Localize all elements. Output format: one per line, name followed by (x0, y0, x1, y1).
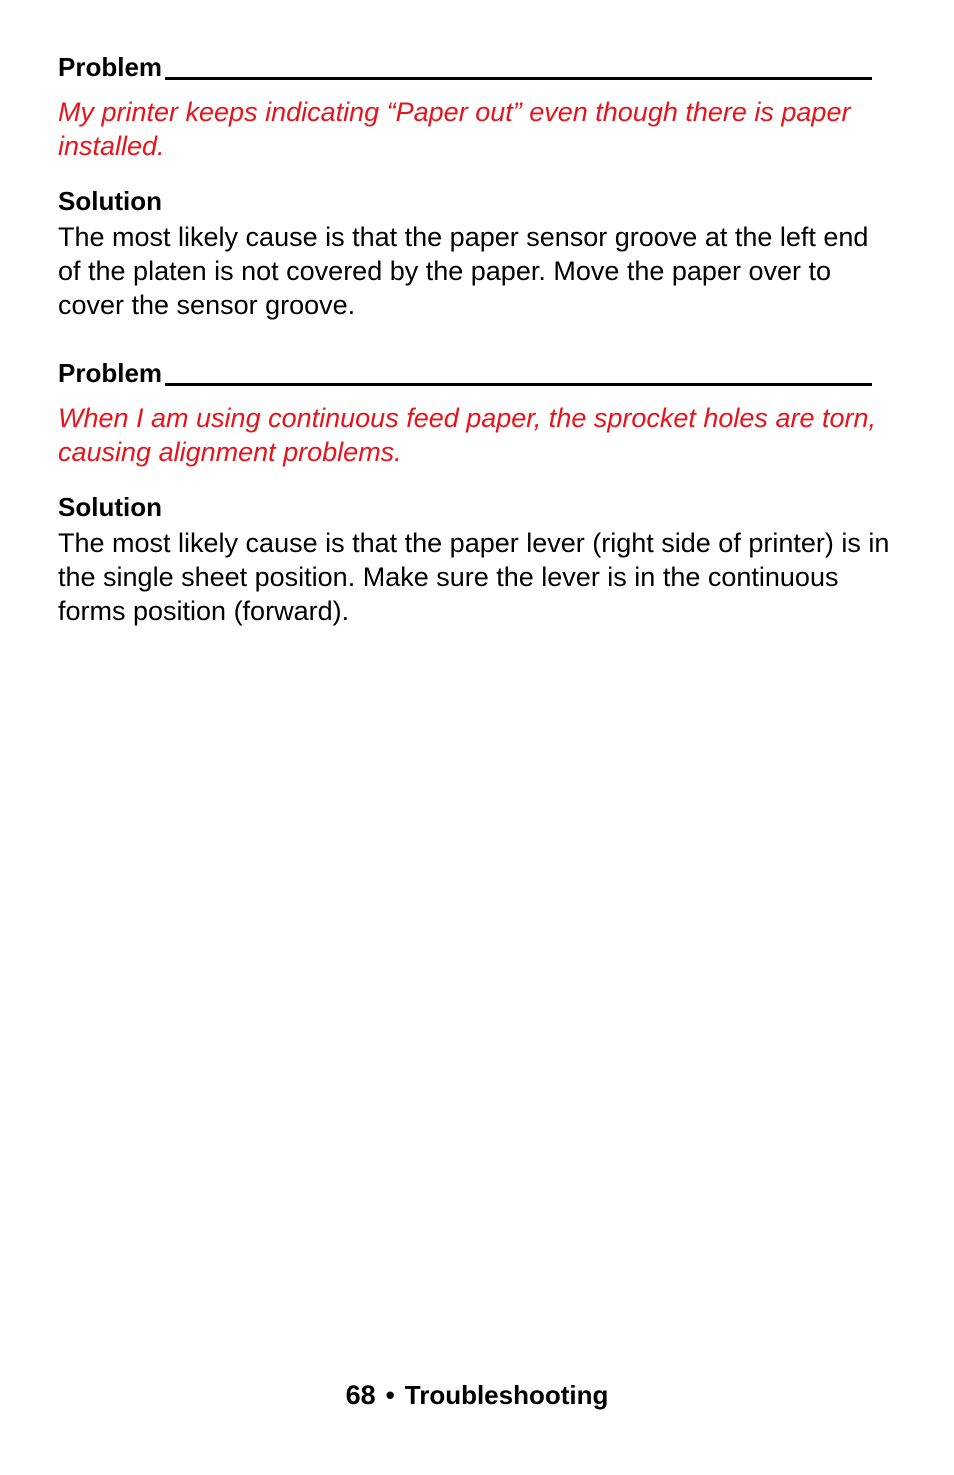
problem-heading-row (58, 50, 898, 84)
troubleshooting-entry-1 (58, 50, 898, 322)
footer-separator: • (385, 1380, 395, 1410)
solution-description: The most likely cause is that the paper sensor groove at the left end of the platen is not covered by the paper. Move the paper over to cover the sensor groove. (58, 222, 869, 320)
solution-heading: Solution (58, 186, 162, 216)
footer-section-title: Troubleshooting (404, 1380, 609, 1410)
solution-heading: Solution (58, 492, 162, 522)
troubleshooting-entry-2 (58, 356, 898, 628)
problem-heading-rule (165, 77, 872, 80)
problem-description: My printer keeps indicating “Paper out” even though there is paper installed. (58, 97, 851, 161)
page-footer (0, 1378, 954, 1412)
problem-heading: Problem (58, 52, 163, 82)
problem-heading-rule (165, 383, 872, 386)
problem-heading-row (58, 356, 898, 390)
problem-heading: Problem (58, 358, 163, 388)
page-number: 68 (345, 1380, 376, 1410)
solution-description: The most likely cause is that the paper lever (right side of printer) is in the single sheet position. Make sure the lever is in the continuous forms position (forward). (58, 528, 890, 626)
problem-description: When I am using continuous feed paper, the sprocket holes are torn, causing alignment problems. (58, 403, 876, 467)
